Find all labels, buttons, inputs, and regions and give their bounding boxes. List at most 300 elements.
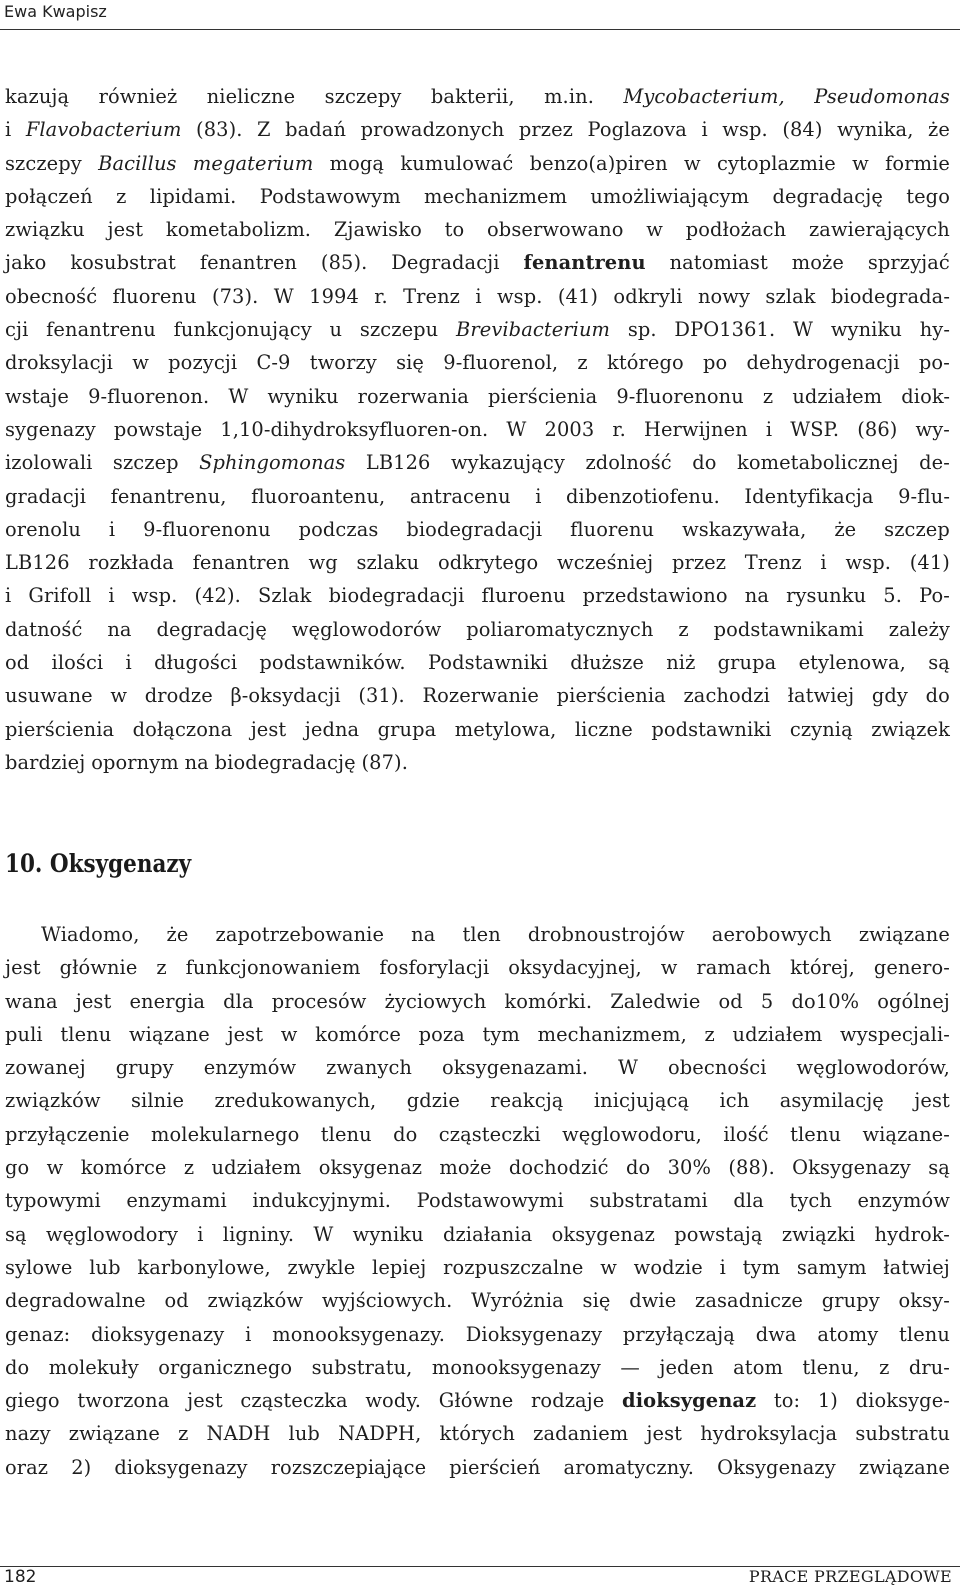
word: diok- [901, 384, 950, 408]
word: dioksygenazy [114, 1455, 248, 1479]
word: usuwane [5, 684, 93, 708]
word: 9-fluorenon. [88, 384, 210, 408]
text-line [5, 613, 950, 646]
word: dłuższe [570, 651, 644, 675]
word: formie [885, 151, 950, 175]
word: indukcyjnymi. [252, 1189, 392, 1213]
text-line [5, 1384, 950, 1417]
word: się [582, 1289, 611, 1313]
word: sygenazy [5, 417, 96, 441]
word: przez [671, 551, 727, 575]
word: gdzie [406, 1089, 460, 1113]
word: zawierających [808, 218, 950, 242]
word: ilości [51, 651, 104, 675]
word: — [620, 1355, 640, 1379]
word: wyjściowych. [321, 1289, 453, 1313]
word: drodze [144, 684, 213, 708]
word: jest [914, 1089, 950, 1113]
word: biodegradacji [406, 517, 543, 541]
word: 5. [883, 584, 902, 608]
word: kosubstrat [70, 251, 176, 275]
word: orenolu [5, 517, 81, 541]
word: typowymi [5, 1189, 101, 1213]
word: 1,10-dihydroksyfluoren-on. [220, 417, 489, 441]
word: z [116, 184, 127, 208]
word: wynika, [837, 118, 914, 142]
word: i [820, 551, 827, 575]
word: ramach [696, 956, 772, 980]
word: wiązane- [862, 1122, 950, 1146]
word: związane [858, 1455, 950, 1479]
word: Degradacji [391, 251, 500, 275]
word: Podstawowymi [416, 1189, 564, 1213]
word: pierścień [449, 1455, 541, 1479]
word: łatwiej [883, 1255, 950, 1279]
word: są [928, 1156, 950, 1180]
word: funkcjonujący [173, 318, 312, 342]
word: energia [129, 989, 206, 1013]
word: przyłączają [622, 1322, 735, 1346]
word: mogą [329, 151, 385, 175]
word: molekularnego [151, 1122, 300, 1146]
word: Główne [438, 1389, 514, 1413]
word: pierścienia [488, 384, 598, 408]
word: Herwijnen [643, 417, 748, 441]
word: wsp. [722, 118, 768, 142]
word: są [928, 651, 950, 675]
word: Trenz [403, 284, 460, 308]
word: węglowodorów, [796, 1056, 950, 1080]
word: organicznego [158, 1355, 293, 1379]
word: szczepy [324, 85, 402, 108]
word: biodegradacji [328, 584, 465, 608]
word: funkcjonowaniem [185, 956, 361, 980]
word: po [703, 351, 728, 375]
word: zdolność [585, 451, 672, 475]
word: tworzy [309, 351, 377, 375]
word: de- [919, 451, 950, 475]
word: dioksyge- [855, 1389, 950, 1413]
word: tlen [462, 923, 501, 946]
word: samym [796, 1255, 867, 1279]
word: C-9 [256, 351, 291, 375]
word: podstawników. [259, 651, 406, 675]
word: tlenu, [802, 1355, 860, 1379]
word: lepiej [372, 1255, 427, 1279]
running-header-author: Ewa Kwapisz [4, 2, 107, 21]
text-line [5, 951, 950, 984]
word: antracenu [409, 484, 511, 508]
word: nowy [697, 284, 751, 308]
word: przez [518, 118, 573, 142]
word: dołączona [132, 717, 233, 741]
word: Wiadomo, [41, 923, 140, 946]
word: Z [257, 118, 271, 142]
word: węglowodory [45, 1222, 178, 1246]
text-line [5, 1018, 950, 1051]
text-line [5, 413, 950, 446]
word: oksy- [898, 1289, 950, 1313]
word: dla [223, 989, 254, 1013]
word: dibenzotiofenu. [566, 484, 720, 508]
word: głównie [59, 956, 138, 980]
word: odkryli [613, 284, 683, 308]
word: lipidami. [149, 184, 237, 208]
word: metylowa, [454, 717, 557, 741]
word: fosforylacji [379, 956, 490, 980]
text-line [5, 1417, 950, 1450]
word: dwie [629, 1289, 677, 1313]
text-line [5, 546, 950, 579]
word: zowanej [5, 1056, 86, 1080]
word: LB126 [365, 451, 431, 475]
word: (85). [320, 251, 368, 275]
text-line [5, 646, 950, 679]
word: obecności [668, 1056, 767, 1080]
word: do [625, 1156, 651, 1180]
word: że [166, 923, 189, 946]
word: Po- [919, 584, 950, 608]
word: wcześniej [557, 551, 654, 575]
word: wsp. [845, 551, 891, 575]
word: Mycobacterium, [623, 85, 785, 108]
word: wodzie [633, 1255, 703, 1279]
word: wana [5, 989, 58, 1013]
word: od [164, 1289, 189, 1313]
text-line [5, 985, 950, 1018]
word: Trenz [744, 551, 802, 575]
word: kometabolicznej [736, 451, 899, 475]
word: udziałem [732, 1022, 823, 1046]
journal-name: PRACE PRZEGLĄDOWE [748, 1567, 952, 1586]
word: bardziej [5, 750, 86, 774]
word: biodegrada- [830, 284, 950, 308]
word: DPO1361. [674, 318, 776, 342]
word: substratu, [311, 1355, 413, 1379]
word: grupa [377, 717, 437, 741]
word: rozszczepiające [270, 1455, 427, 1479]
word: tym [742, 1255, 781, 1279]
word: WSP. [790, 417, 840, 441]
word: powstaje [113, 417, 203, 441]
word: fenantren [192, 551, 290, 575]
word: i [197, 1222, 204, 1246]
text-line [5, 80, 950, 113]
word: związki [781, 1222, 856, 1246]
text-line [5, 147, 950, 180]
word: po- [918, 351, 950, 375]
word: jako [5, 251, 47, 275]
word: i [108, 517, 116, 541]
text-line [5, 1118, 950, 1151]
word: NADH [206, 1422, 271, 1446]
word: sprzyjać [867, 251, 950, 275]
word: kumulować [400, 151, 514, 175]
word: bakterii, [430, 85, 515, 108]
word: Dioksygenazy [465, 1322, 603, 1346]
word: kometabolizm. [165, 218, 312, 242]
text-line [5, 1284, 950, 1317]
word: substratu [855, 1422, 950, 1446]
text-line [5, 579, 950, 612]
word: w [132, 351, 149, 375]
word: związków [207, 1289, 304, 1313]
header-rule [0, 29, 960, 30]
word: wyspecjali- [840, 1022, 950, 1046]
word: ilość [723, 1122, 769, 1146]
word: dioksygenaz [622, 1389, 757, 1413]
word: nieliczne [206, 85, 296, 108]
word: Zaledwie [610, 989, 701, 1013]
word: obecność [5, 284, 98, 308]
word: opornym [91, 750, 179, 774]
word: wskazywała, [682, 517, 807, 541]
word: mechanizmem, [537, 1022, 687, 1046]
word: benzo(a)piren [529, 151, 668, 175]
word: dru- [908, 1355, 950, 1379]
word: monooksygenazy [431, 1355, 601, 1379]
word: na [744, 584, 770, 608]
word: zwanych [326, 1056, 413, 1080]
word: NADPH, [338, 1422, 422, 1446]
word: fluoroantenu, [251, 484, 386, 508]
word: oksydacyjnej, [508, 956, 642, 980]
word: zachodzi [683, 684, 770, 708]
word: fenantrenu [523, 251, 646, 275]
word: LB126 [5, 551, 70, 575]
word: komórce [80, 1156, 167, 1180]
word: liczne [574, 717, 633, 741]
word: (31). [358, 684, 405, 708]
word: Bacillus [98, 151, 177, 175]
word: jest [75, 989, 112, 1013]
word: 2003 [544, 417, 595, 441]
word: Oksygenazy [792, 1156, 911, 1180]
word: do [925, 684, 950, 708]
word: do [5, 1355, 30, 1379]
text-line [5, 380, 950, 413]
word: wiązane [128, 1022, 210, 1046]
word: łatwiej [787, 684, 855, 708]
word: m.in. [544, 85, 594, 108]
word: z [156, 956, 167, 980]
word: z [577, 351, 588, 375]
text-line [5, 1451, 950, 1484]
word: rozpuszczalne [443, 1255, 584, 1279]
word: węglowodorów [291, 617, 442, 641]
word: kazują [5, 85, 70, 108]
word: przyłączenie [5, 1122, 130, 1146]
text-line [5, 313, 950, 346]
word: Oksygenazy [717, 1455, 836, 1479]
word: do [393, 1122, 418, 1146]
word: rozkłada [88, 551, 174, 575]
word: oksygenaz [318, 1156, 423, 1180]
word: przedstawiono [582, 584, 728, 608]
word: datność [5, 617, 83, 641]
word: megaterium [192, 151, 314, 175]
word: udziałem [211, 1156, 302, 1180]
word: w [110, 684, 128, 708]
word: z [178, 1422, 189, 1446]
word: szlak [765, 284, 816, 308]
word: (41) [557, 284, 599, 308]
word: również [98, 85, 178, 108]
word: może [791, 251, 844, 275]
word: w [280, 1022, 298, 1046]
word: hy- [919, 318, 950, 342]
word: zasadnicze [695, 1289, 803, 1313]
word: której, [790, 956, 855, 980]
word: fluorenu [112, 284, 197, 308]
word: (87). [361, 750, 408, 774]
word: W [793, 318, 814, 342]
word: 1) [817, 1389, 838, 1413]
word: gradacji [5, 484, 87, 508]
word: W [228, 384, 249, 408]
word: enzymami [126, 1189, 227, 1213]
word: cytoplazmie [717, 151, 836, 175]
word: ligniny. [222, 1222, 295, 1246]
word: związek [871, 717, 950, 741]
word: ogólnej [877, 989, 950, 1013]
word: degradację [156, 617, 267, 641]
word: z [704, 1022, 715, 1046]
word: tlenu [60, 1022, 112, 1046]
word: w [852, 151, 869, 175]
word: pierścienia [556, 684, 666, 708]
word: enzymów [857, 1189, 950, 1213]
word: zredukowanych, [214, 1089, 377, 1113]
word: wody. [365, 1389, 422, 1413]
word: węglowodoru, [562, 1122, 702, 1146]
word: fenantren [199, 251, 297, 275]
word: i [5, 118, 12, 142]
word: substratami [589, 1189, 708, 1213]
word: z [879, 1355, 890, 1379]
word: 2) [71, 1455, 92, 1479]
word: wyniku [267, 384, 339, 408]
word: czynią [789, 717, 853, 741]
text-line [5, 346, 950, 379]
text-line [5, 1318, 950, 1351]
word: grupy [115, 1056, 174, 1080]
word: prowadzonych [360, 118, 505, 142]
word: dioksygenazy [91, 1322, 225, 1346]
word: tworzona [77, 1389, 170, 1413]
word: w [684, 151, 701, 175]
word: gdy [871, 684, 908, 708]
word: nazy [5, 1422, 51, 1446]
word: w [660, 956, 678, 980]
body-paragraph-2 [5, 918, 950, 1484]
word: od [5, 651, 30, 675]
word: Szlak [258, 584, 312, 608]
word: Poglazova [587, 118, 687, 142]
word: zadaniem [533, 1422, 629, 1446]
word: od [718, 989, 743, 1013]
word: jest [107, 218, 144, 242]
word: reakcją [490, 1089, 564, 1113]
word: inicjującą [593, 1089, 690, 1113]
word: szlaku [356, 551, 420, 575]
word: Wyróżnia [471, 1289, 564, 1313]
word: i [535, 484, 542, 508]
word: dla [733, 1189, 764, 1213]
word: wy- [915, 417, 950, 441]
word: związane [68, 1422, 160, 1446]
word: fluorenu [570, 517, 655, 541]
word: szczepu [359, 318, 439, 342]
word: asymilację [779, 1089, 884, 1113]
word: fluroenu [481, 584, 566, 608]
word: monooksygenazy. [272, 1322, 445, 1346]
word: związane [858, 923, 950, 946]
word: podstawniki [651, 717, 772, 741]
text-line [5, 513, 950, 546]
word: pierścienia [5, 717, 115, 741]
word: r. [612, 417, 626, 441]
word: ich [719, 1089, 750, 1113]
word: szczepy [5, 151, 82, 175]
text-line [5, 1351, 950, 1384]
word: natomiast [669, 251, 768, 275]
word: dochodzić [508, 1156, 609, 1180]
word: cząsteczka [240, 1389, 348, 1413]
text-line [5, 918, 950, 951]
word: (86) [857, 417, 898, 441]
word: wyniku [352, 1222, 424, 1246]
word: jest [227, 1022, 264, 1046]
word: wsp. [131, 584, 178, 608]
word: i [245, 1322, 252, 1346]
word: 9-flu- [898, 484, 950, 508]
word: β-oksydacji [230, 684, 341, 708]
word: podczas [298, 517, 379, 541]
word: go [5, 1156, 30, 1180]
word: degradację [772, 184, 883, 208]
word: Identyfikacja [744, 484, 874, 508]
word: grupa [717, 651, 777, 675]
text-line [5, 1251, 950, 1284]
word: cji [5, 318, 29, 342]
word: jedna [304, 717, 360, 741]
word: giego [5, 1389, 60, 1413]
text-line [5, 1151, 950, 1184]
text-line [5, 1184, 950, 1217]
word: atom [733, 1355, 783, 1379]
word: i [5, 584, 12, 608]
text-line [5, 746, 950, 779]
word: Rozerwanie [422, 684, 539, 708]
word: 9-fluorenol, [443, 351, 559, 375]
word: że [928, 118, 950, 142]
word: Podstawniki [427, 651, 548, 675]
text-line [5, 1218, 950, 1251]
word: Brevibacterium [456, 318, 611, 342]
word: fenantrenu, [110, 484, 227, 508]
text-line [5, 1084, 950, 1117]
word: w [46, 1156, 64, 1180]
word: genero- [873, 956, 950, 980]
word: cząsteczki [438, 1122, 541, 1146]
text-line [5, 679, 950, 712]
word: rysunku [786, 584, 867, 608]
word: na [184, 750, 209, 774]
word: tym [482, 1022, 520, 1046]
word: 9-fluorenonu [616, 384, 744, 408]
word: genaz: [5, 1322, 71, 1346]
